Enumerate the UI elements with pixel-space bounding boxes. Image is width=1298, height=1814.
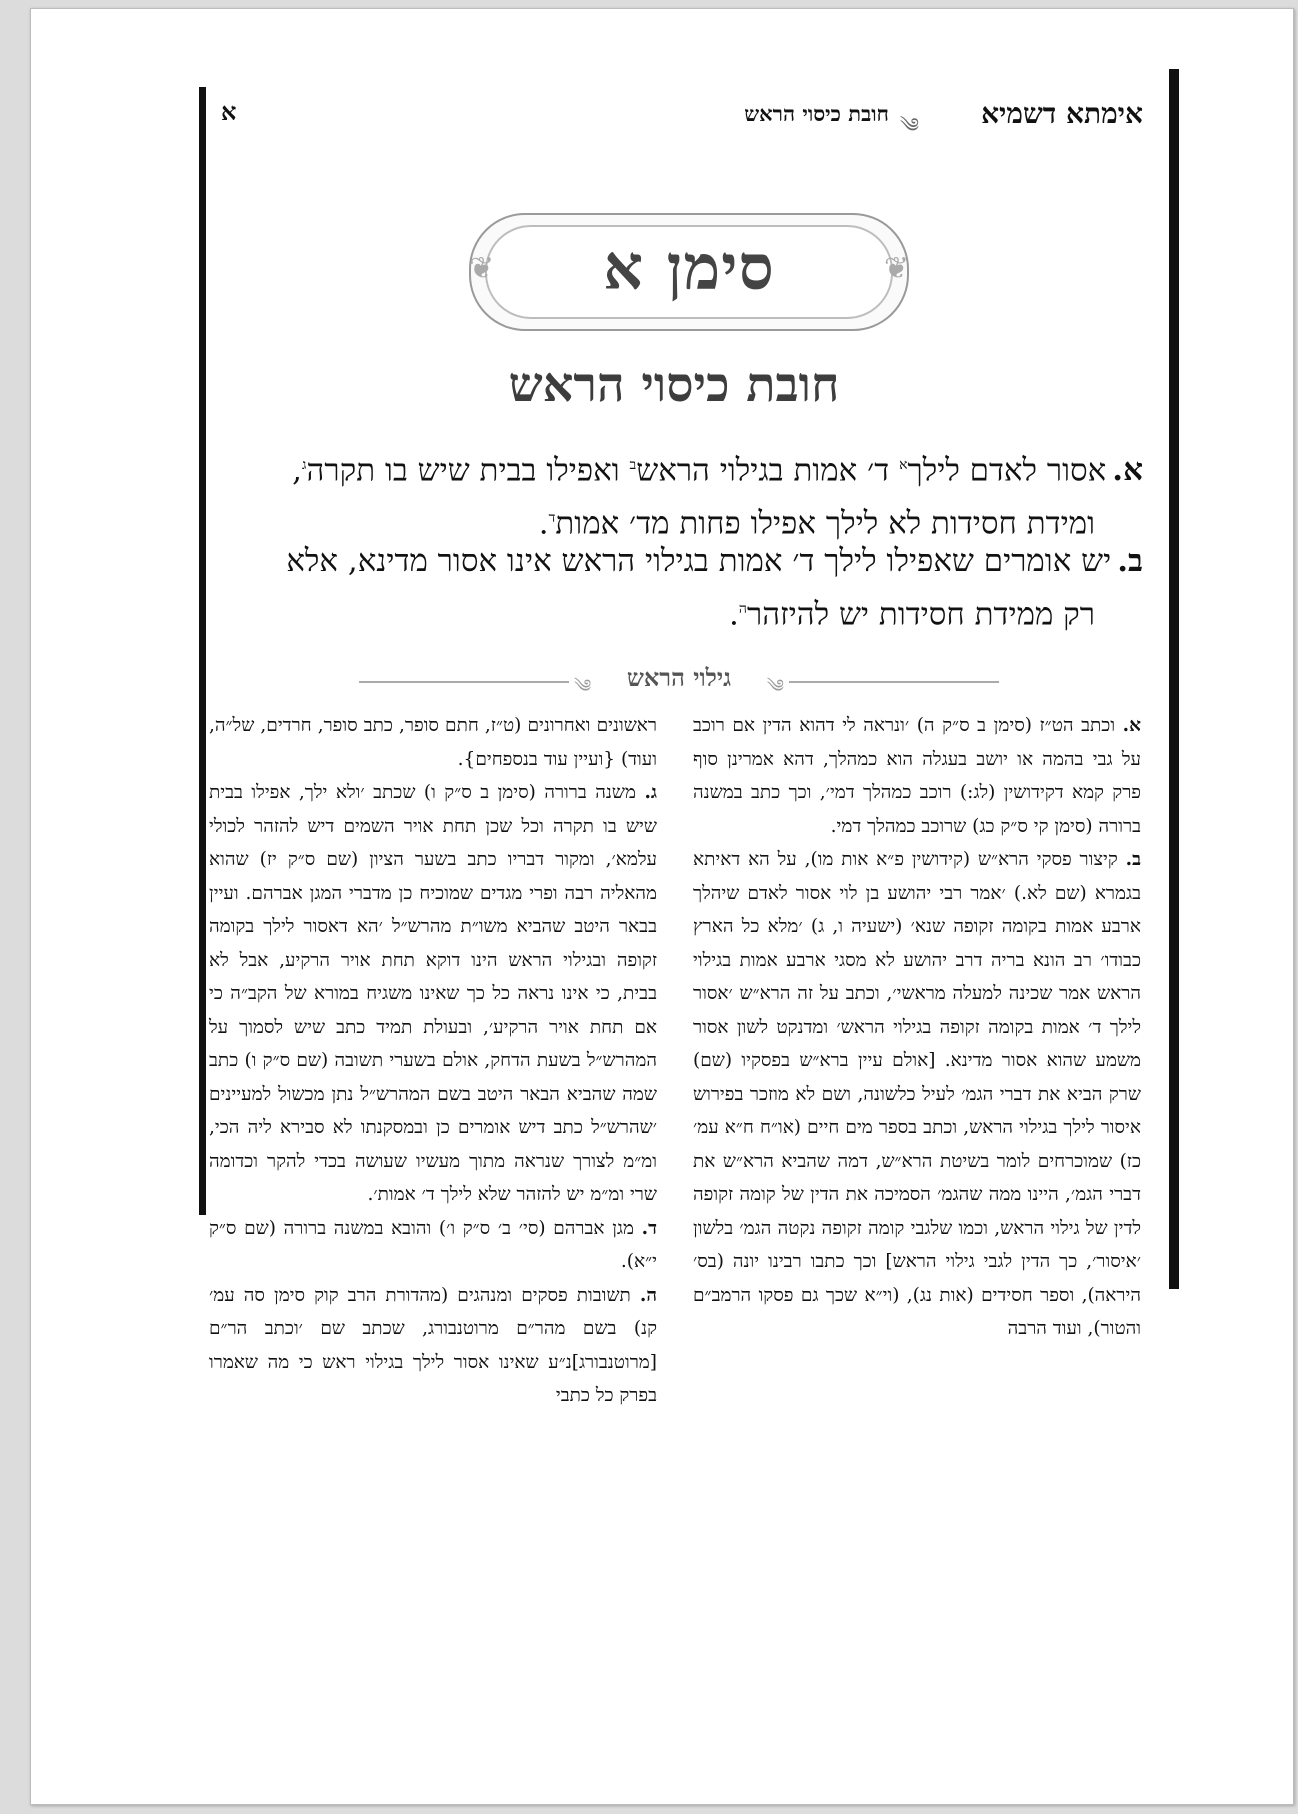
footnote-letter: ב. (1125, 849, 1141, 870)
footnote-letter: ד. (641, 1217, 657, 1239)
law-line (183, 537, 1143, 585)
law-line (183, 441, 1143, 494)
running-topic: חובת כיסוי הראש (744, 101, 889, 126)
section-title: גילוי הראש (626, 663, 732, 692)
page-number: א (221, 97, 237, 126)
footnote (209, 1279, 657, 1413)
law-line (183, 585, 1143, 638)
law-text: ואפילו בבית שיש בו תקרה (306, 452, 630, 489)
footnote-letter: ה. (639, 1284, 657, 1306)
footnote-text: משנה ברורה (סימן ב ס״ק ו) שכתב ׳ולא ילך, אפילו בבית שיש בו תקרה וכל שכן תחת אויר השמים דיש להזהר לכולי עלמא׳, ומקור דבריו כתב בשער הציון (שם ס״ק יז) שהוא מהאליה רבה ופרי מגדים שמוכיח כן מדברי המגן אברהם. ועיין בבאר היטב שהביא משו״ת מהרש״ל ׳הא דאסור לילך בקומה זקופה ובגילוי הראש הינו דוקא תחת אויר הרקיע, אבל לא בבית, כי אינו נראה כל כך שאינו משגיח במורא של הקב״ה כי אם תחת אויר הרקיע׳, ובעולת תמיד כתב שיש לסמוך על המהרש״ל בשעת הדחק, אולם בשערי תשובה (שם ס״ק ו) כתב שמה שהביא הבאר היטב בשם המהרש״ל נתן מכשול למעיינים ׳שהרש״ל כתב דיש אומרים כן ובמסקנתו לא סבירא ליה הכי, ומ״מ לצורך שנראה מתוך מעשיו שעושה בכדי להקר וכדומה שרי ומ״מ יש להזהר שלא לילך ד׳ אמות׳. (209, 782, 657, 1205)
footnote-marker[interactable]: ד (548, 510, 556, 527)
margin-rule-left (199, 87, 206, 1215)
law-text: . (729, 596, 739, 633)
footnote-text: ראשונים ואחרונים (ט״ז, חתם סופר, כתב סופר, חרדים, של״ה, ועוד) {ועיין עוד בנספחים}. (209, 715, 657, 770)
footnote (209, 709, 657, 776)
ornament-icon: ༄ (899, 113, 919, 137)
running-head (209, 97, 1143, 137)
footnote-marker[interactable]: א (899, 457, 908, 473)
book-title: אימתא דשמיא (981, 97, 1143, 130)
law-text: . (538, 505, 549, 542)
footnote-text: וכתב הט״ז (סימן ב ס״ק ה) ׳ונראה לי דהוא הדין אם רוכב על גבי בהמה או יושב בעגלה הוא כמהלך, דהא אמרינן סוף פרק קמא דקידושין (לג:) רוכב כמהלך דמי׳, וכך כתב במשנה ברורה (סימן קי ס״ק כג) שרוכב כמהלך דמי. (693, 715, 1141, 837)
chapter-title: חובת כיסוי הראש (508, 357, 840, 413)
frame-ornament-icon: ❦ (469, 251, 495, 286)
law-text: אסור לאדם לילך (907, 452, 1107, 489)
footnote-letter: א. (1122, 715, 1141, 736)
footnotes-column-right (693, 709, 1141, 1346)
footnote-text: תשובות פסקים ומנהגים (מהדורת הרב קוק סימן סה עמ׳ קנ) בשם מהר״ם מרוטנבורג, שכתב שם ׳וכתב הר״ם [מרוטנבורג]נ״ע שאינו אסור לילך בגילוי ראש כי מה שאמרו בפרק כל כתבי (209, 1284, 657, 1406)
document-page (30, 8, 1294, 1805)
footnote (209, 776, 657, 1212)
footnotes-column-left (209, 709, 657, 1413)
ornament-icon: ༄ (766, 676, 784, 697)
law-paragraph-b (183, 537, 1143, 638)
law-text: , (292, 452, 302, 489)
footnote (209, 1212, 657, 1279)
law-text: ומידת חסידות לא לילך אפילו פחות מד׳ אמות (555, 505, 1095, 542)
footnote (693, 843, 1141, 1346)
law-letter: ב. (1117, 543, 1143, 579)
section-divider (359, 663, 999, 697)
law-paragraph-a (183, 441, 1143, 548)
law-letter: א. (1112, 452, 1143, 489)
footnote (693, 709, 1141, 843)
law-text: רק ממידת חסידות יש להיזהר (746, 596, 1095, 633)
ornament-icon: ༄ (574, 676, 592, 697)
law-text: יש אומרים שאפילו לילך ד׳ אמות בגילוי הראש אינו אסור מדינא, אלא (286, 543, 1112, 579)
frame-ornament-icon: ❦ (883, 251, 909, 286)
footnote-text: קיצור פסקי הרא״ש (קידושין פ״א אות מו), על הא דאיתא בגמרא (שם לא.) ׳אמר רבי יהושע בן לוי אסור לאדם שיהלך ארבע אמות בקומה זקופה שנא׳ (ישעיה ו, ג) ׳מלא כל הארץ כבודו׳ רב הונא בריה דרב יהושע לא מסגי ארבע אמות בגילוי הראש אמר שכינה למעלה מראשי׳, וכתב על זה הרא״ש ׳אסור לילך ד׳ אמות בקומה זקופה בגילוי הראש׳ ומדנקט לשון אסור משמע שהוא אסור מדינא. [אולם עיין ברא״ש בפסקיו (שם) שרק הביא את דברי הגמ׳ לעיל כלשונה, ושם לא מוזכר בפירוש איסור לילך בגילוי הראש, וכתב בספר מים חיים (או״ח ח״א עמ׳ כז) שמוכרחים לומר בשיטת הרא״ש, דמה שהביא הרא״ש את דברי הגמ׳, היינו ממה שהגמ׳ הסמיכה את הדין של קומה זקופה לדין של גילוי הראש, וכמו שלגבי קומה זקופה נקטה הגמ׳ בלשון ׳איסור׳, כך הדין לגבי גילוי הראש] וכך כתבו רבינו יונה (בס׳ היראה), וספר חסידים (אות נג), (וי״א שכך גם פסקו הרמב״ם והטור), ועוד הרבה (693, 849, 1141, 1339)
law-text: ד׳ אמות בגילוי הראש (636, 452, 900, 489)
footnote-letter: ג. (644, 782, 657, 803)
footnote-text: מגן אברהם (סי׳ ב׳ ס״ק ו׳) והובא במשנה ברורה (שם ס״ק י״א). (209, 1217, 657, 1272)
margin-rule-right (1169, 69, 1179, 1289)
footnote-marker[interactable]: ה (738, 601, 747, 617)
footnote-marker[interactable]: ב (629, 457, 637, 473)
footnote-marker[interactable]: ג (301, 457, 307, 473)
chapter-number: סימן א (603, 231, 775, 304)
